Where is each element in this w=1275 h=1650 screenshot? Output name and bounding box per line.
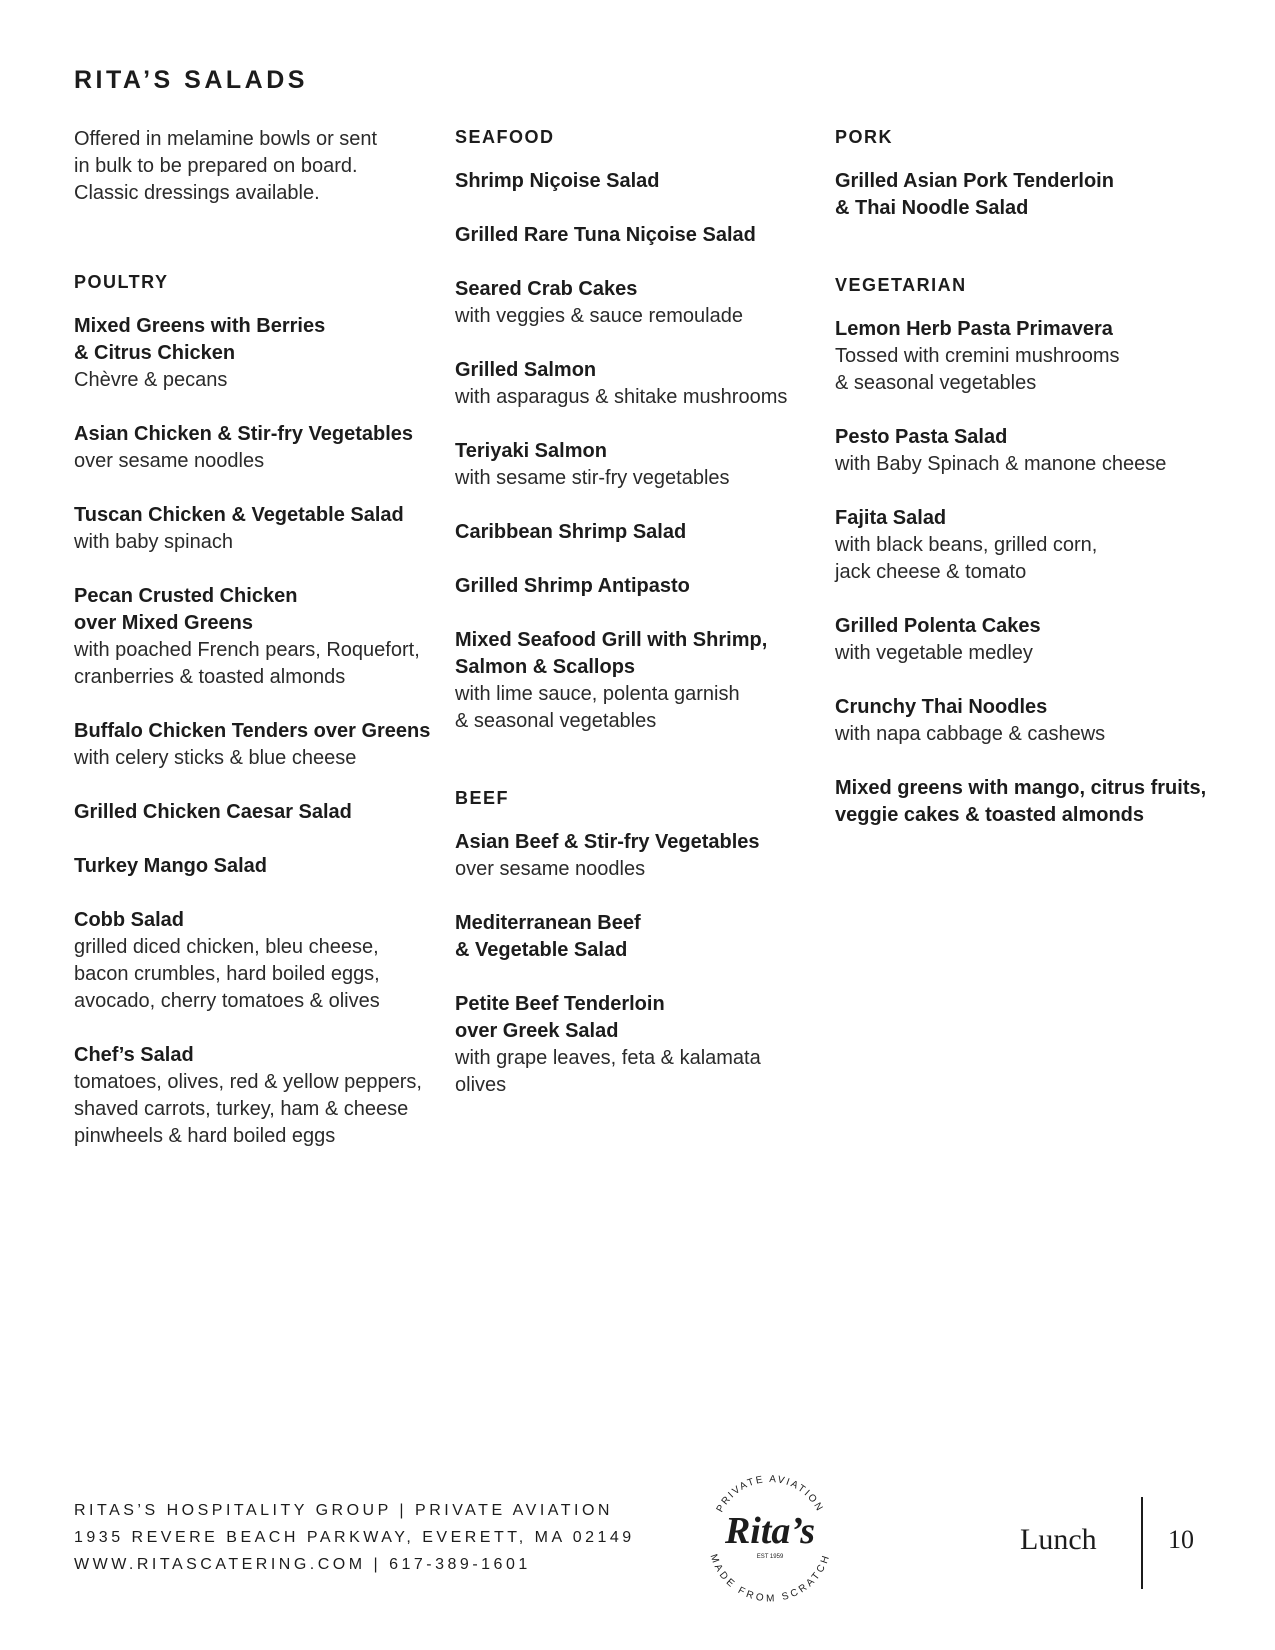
item-description-line: over sesame noodles xyxy=(74,450,265,472)
section-heading: VEGETARIAN xyxy=(835,275,967,295)
item-name-line: Pesto Pasta Salad xyxy=(835,426,1008,448)
item-name-line: Pecan Crusted Chicken xyxy=(74,585,298,607)
item-description xyxy=(835,451,1225,478)
menu-item xyxy=(74,718,434,772)
item-description xyxy=(74,745,434,772)
section-heading: POULTRY xyxy=(74,272,169,292)
item-name xyxy=(74,502,434,529)
item-name-line: Fajita Salad xyxy=(835,507,947,529)
item-description xyxy=(74,637,434,691)
page-number: 10 xyxy=(1168,1525,1194,1554)
item-description-line: with black beans, grilled corn, xyxy=(835,534,1098,556)
item-description-line: with sesame stir-fry vegetables xyxy=(455,467,730,489)
item-name xyxy=(455,829,815,856)
logo-est: EST 1959 xyxy=(756,1554,784,1560)
item-name xyxy=(455,276,815,303)
item-name xyxy=(455,573,815,600)
item-description-line: & seasonal vegetables xyxy=(835,372,1037,394)
item-name-line: Mixed greens with mango, citrus fruits, xyxy=(835,777,1207,799)
item-description-line: avocado, cherry tomatoes & olives xyxy=(74,990,380,1012)
page-title: RITA’S SALADS xyxy=(74,66,308,94)
item-name-line: Teriyaki Salmon xyxy=(455,440,607,462)
item-name-line: Tuscan Chicken & Vegetable Salad xyxy=(74,504,404,526)
menu-item xyxy=(74,853,434,880)
footer-company: RITAS’S HOSPITALITY GROUP | PRIVATE AVIATION xyxy=(74,1502,613,1519)
intro-text xyxy=(74,126,434,207)
item-description xyxy=(74,367,434,394)
footer-address: 1935 REVERE BEACH PARKWAY, EVERETT, MA 02149 xyxy=(74,1529,635,1546)
item-name-line: veggie cakes & toasted almonds xyxy=(835,804,1145,826)
item-description-line: with Baby Spinach & manone cheese xyxy=(835,453,1167,475)
menu-item xyxy=(455,627,815,735)
item-description-line: Chèvre & pecans xyxy=(74,369,228,391)
item-name-line: Crunchy Thai Noodles xyxy=(835,696,1048,718)
item-name-line: Seared Crab Cakes xyxy=(455,278,638,300)
item-name xyxy=(74,718,434,745)
item-description xyxy=(835,721,1225,748)
item-description xyxy=(455,303,815,330)
item-name xyxy=(74,421,434,448)
item-description-line: tomatoes, olives, red & yellow peppers, xyxy=(74,1071,422,1093)
item-name xyxy=(455,627,815,681)
menu-item xyxy=(455,829,815,883)
menu-item xyxy=(455,910,815,964)
item-description xyxy=(74,448,434,475)
item-name xyxy=(835,316,1225,343)
item-description xyxy=(835,343,1225,397)
footer-contact xyxy=(74,1497,635,1578)
item-description xyxy=(455,856,815,883)
menu-item xyxy=(74,907,434,1015)
item-description-line: with celery sticks & blue cheese xyxy=(74,747,357,769)
item-description xyxy=(74,1069,434,1150)
item-name xyxy=(74,799,434,826)
ritas-logo xyxy=(695,1460,845,1610)
menu-section xyxy=(455,126,815,735)
item-description-line: pinwheels & hard boiled eggs xyxy=(74,1125,336,1147)
item-description-line: with veggies & sauce remoulade xyxy=(455,305,743,327)
item-name-line: Turkey Mango Salad xyxy=(74,855,268,877)
item-name-line: Mixed Greens with Berries xyxy=(74,315,326,337)
item-description xyxy=(455,465,815,492)
right-sections xyxy=(835,126,1225,829)
item-description-line: shaved carrots, turkey, ham & cheese xyxy=(74,1098,409,1120)
item-name-line: Buffalo Chicken Tenders over Greens xyxy=(74,720,431,742)
item-name xyxy=(455,991,815,1045)
intro-line: in bulk to be prepared on board. xyxy=(74,155,358,177)
item-description xyxy=(455,384,815,411)
item-name-line: Grilled Asian Pork Tenderloin xyxy=(835,170,1114,192)
item-description-line: with lime sauce, polenta garnish xyxy=(455,683,740,705)
menu-item xyxy=(74,799,434,826)
column-left xyxy=(74,126,434,1202)
menu-item xyxy=(74,421,434,475)
menu-item xyxy=(455,991,815,1099)
item-name xyxy=(455,168,815,195)
item-description-line: Tossed with cremini mushrooms xyxy=(835,345,1120,367)
section-label: Lunch xyxy=(1020,1523,1097,1556)
item-name xyxy=(455,910,815,964)
item-description-line: with poached French pears, Roquefort, xyxy=(74,639,420,661)
intro-line: Classic dressings available. xyxy=(74,182,320,204)
item-description xyxy=(835,640,1225,667)
menu-item xyxy=(835,168,1225,222)
item-name xyxy=(835,168,1225,222)
item-name-line: Asian Chicken & Stir-fry Vegetables xyxy=(74,423,414,445)
item-name-line: Grilled Shrimp Antipasto xyxy=(455,575,690,597)
item-name xyxy=(455,438,815,465)
item-name-line: Cobb Salad xyxy=(74,909,185,931)
menu-item xyxy=(455,276,815,330)
menu-item xyxy=(455,357,815,411)
item-name-line: Grilled Polenta Cakes xyxy=(835,615,1041,637)
item-name-line: Lemon Herb Pasta Primavera xyxy=(835,318,1113,340)
item-description xyxy=(835,532,1225,586)
item-name xyxy=(74,1042,434,1069)
item-name-line: Grilled Chicken Caesar Salad xyxy=(74,801,352,823)
footer-divider xyxy=(1141,1497,1143,1589)
left-sections xyxy=(74,271,434,1150)
section-heading: SEAFOOD xyxy=(455,127,555,147)
item-name-line: Salmon & Scallops xyxy=(455,656,636,678)
logo-script: Rita’s xyxy=(724,1510,816,1552)
item-name-line: over Mixed Greens xyxy=(74,612,253,634)
menu-item xyxy=(835,613,1225,667)
menu-item xyxy=(455,573,815,600)
column-right xyxy=(835,126,1225,881)
item-name xyxy=(74,583,434,637)
footer-web-phone: WWW.RITASCATERING.COM | 617-389-1601 xyxy=(74,1556,531,1573)
item-name-line: Petite Beef Tenderloin xyxy=(455,993,665,1015)
item-name-line: over Greek Salad xyxy=(455,1020,619,1042)
menu-item xyxy=(74,313,434,394)
item-name-line: & Vegetable Salad xyxy=(455,939,628,961)
item-description xyxy=(74,529,434,556)
menu-item xyxy=(835,316,1225,397)
menu-section xyxy=(835,126,1225,222)
menu-item xyxy=(455,438,815,492)
item-name-line: Grilled Salmon xyxy=(455,359,597,381)
menu-section xyxy=(74,271,434,1150)
item-name-line: & Thai Noodle Salad xyxy=(835,197,1029,219)
item-description-line: with grape leaves, feta & kalamata olives xyxy=(455,1047,761,1096)
intro-line: Offered in melamine bowls or sent xyxy=(74,128,378,150)
item-description xyxy=(455,1045,815,1099)
item-name-line: Mixed Seafood Grill with Shrimp, xyxy=(455,629,768,651)
middle-sections xyxy=(455,126,815,1099)
item-description xyxy=(455,681,815,735)
menu-item xyxy=(74,1042,434,1150)
section-heading: PORK xyxy=(835,127,894,147)
item-name xyxy=(835,694,1225,721)
item-description-line: over sesame noodles xyxy=(455,858,646,880)
item-description-line: with asparagus & shitake mushrooms xyxy=(455,386,788,408)
item-name xyxy=(455,222,815,249)
item-name-line: Shrimp Niçoise Salad xyxy=(455,170,660,192)
item-name xyxy=(74,853,434,880)
logo-top-text: PRIVATE AVIATION xyxy=(714,1473,826,1515)
item-name xyxy=(74,313,434,367)
item-description-line: jack cheese & tomato xyxy=(835,561,1027,583)
item-name-line: Mediterranean Beef xyxy=(455,912,641,934)
item-name-line: Chef’s Salad xyxy=(74,1044,194,1066)
menu-item xyxy=(835,424,1225,478)
item-description-line: with baby spinach xyxy=(74,531,233,553)
item-name xyxy=(835,775,1225,829)
item-description-line: & seasonal vegetables xyxy=(455,710,657,732)
item-description-line: bacon crumbles, hard boiled eggs, xyxy=(74,963,380,985)
item-name xyxy=(835,505,1225,532)
item-name-line: & Citrus Chicken xyxy=(74,342,236,364)
menu-item xyxy=(835,694,1225,748)
item-name-line: Caribbean Shrimp Salad xyxy=(455,521,687,543)
item-name xyxy=(74,907,434,934)
section-heading: BEEF xyxy=(455,788,510,808)
item-name xyxy=(455,357,815,384)
item-name xyxy=(455,519,815,546)
menu-section xyxy=(835,274,1225,829)
item-description-line: with vegetable medley xyxy=(835,642,1033,664)
menu-item xyxy=(74,583,434,691)
column-middle xyxy=(455,126,815,1151)
item-name-line: Grilled Rare Tuna Niçoise Salad xyxy=(455,224,756,246)
item-name-line: Asian Beef & Stir-fry Vegetables xyxy=(455,831,760,853)
menu-section xyxy=(455,787,815,1099)
menu-item xyxy=(835,505,1225,586)
menu-item xyxy=(455,168,815,195)
menu-item xyxy=(455,519,815,546)
menu-item xyxy=(835,775,1225,829)
item-name xyxy=(835,613,1225,640)
logo-bottom-text: MADE FROM SCRATCH xyxy=(707,1552,833,1605)
menu-item xyxy=(74,502,434,556)
item-description xyxy=(74,934,434,1015)
item-description-line: with napa cabbage & cashews xyxy=(835,723,1106,745)
item-description-line: cranberries & toasted almonds xyxy=(74,666,346,688)
item-name xyxy=(835,424,1225,451)
item-description-line: grilled diced chicken, bleu cheese, xyxy=(74,936,379,958)
menu-item xyxy=(455,222,815,249)
